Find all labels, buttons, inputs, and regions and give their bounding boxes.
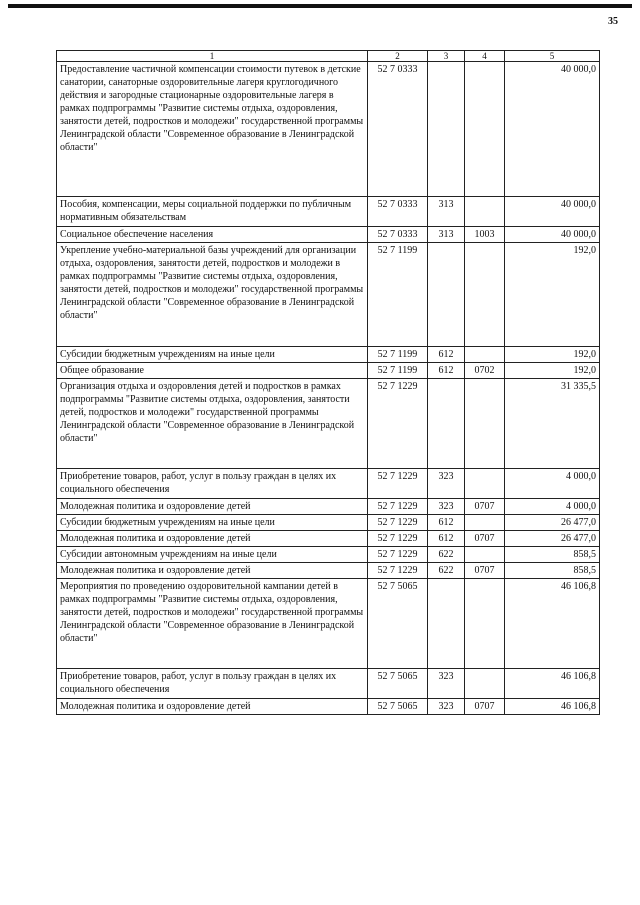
expense-type-code (428, 379, 465, 469)
section-code (465, 197, 505, 227)
budget-table (56, 50, 600, 715)
amount: 192,0 (505, 363, 600, 379)
target-article-code: 52 7 0333 (368, 197, 428, 227)
table-header-row (57, 51, 600, 62)
row-description: Укрепление учебно-материальной базы учреждений для организации отдыха, оздоровления, занятости детей, подростков и молодежи в рамках подпрограммы "Развитие системы отдыха, оздоровления, занятости детей, подростков и молодежи" государственной программы Ленинградской области "Современное образование в Ленинградской области" (57, 243, 368, 347)
section-code (465, 379, 505, 469)
expense-type-code: 313 (428, 227, 465, 243)
amount: 31 335,5 (505, 379, 600, 469)
table-row (57, 547, 600, 563)
target-article-code: 52 7 1199 (368, 243, 428, 347)
table-row (57, 227, 600, 243)
section-code (465, 243, 505, 347)
table-row (57, 379, 600, 469)
expense-type-code: 323 (428, 699, 465, 715)
row-description: Молодежная политика и оздоровление детей (57, 499, 368, 515)
amount: 46 106,8 (505, 699, 600, 715)
row-description: Молодежная политика и оздоровление детей (57, 531, 368, 547)
table-row (57, 197, 600, 227)
table-row (57, 515, 600, 531)
expense-type-code: 622 (428, 547, 465, 563)
row-description: Субсидии автономным учреждениям на иные цели (57, 547, 368, 563)
amount: 192,0 (505, 243, 600, 347)
expense-type-code: 612 (428, 363, 465, 379)
table-row (57, 531, 600, 547)
column-header: 2 (368, 51, 428, 62)
row-description: Молодежная политика и оздоровление детей (57, 699, 368, 715)
section-code: 0707 (465, 531, 505, 547)
section-code (465, 62, 505, 197)
section-code: 0707 (465, 699, 505, 715)
expense-type-code (428, 62, 465, 197)
amount: 4 000,0 (505, 469, 600, 499)
amount: 192,0 (505, 347, 600, 363)
amount: 40 000,0 (505, 197, 600, 227)
column-header: 4 (465, 51, 505, 62)
target-article-code: 52 7 0333 (368, 62, 428, 197)
target-article-code: 52 7 1199 (368, 363, 428, 379)
amount: 40 000,0 (505, 227, 600, 243)
table-row (57, 579, 600, 669)
expense-type-code: 323 (428, 469, 465, 499)
target-article-code: 52 7 5065 (368, 669, 428, 699)
expense-type-code: 323 (428, 499, 465, 515)
row-description: Приобретение товаров, работ, услуг в пользу граждан в целях их социального обеспечения (57, 669, 368, 699)
table-row (57, 669, 600, 699)
row-description: Молодежная политика и оздоровление детей (57, 563, 368, 579)
expense-type-code: 612 (428, 531, 465, 547)
section-code: 1003 (465, 227, 505, 243)
section-code: 0707 (465, 499, 505, 515)
target-article-code: 52 7 1229 (368, 379, 428, 469)
section-code (465, 547, 505, 563)
row-description: Мероприятия по проведению оздоровительной кампании детей в рамках подпрограммы "Развитие системы отдыха, оздоровления, занятости детей, подростков и молодежи" государственной программы Ленинградской области "Современное образование в Ленинградской области" (57, 579, 368, 669)
target-article-code: 52 7 1229 (368, 469, 428, 499)
target-article-code: 52 7 0333 (368, 227, 428, 243)
expense-type-code (428, 579, 465, 669)
row-description: Социальное обеспечение населения (57, 227, 368, 243)
amount: 26 477,0 (505, 515, 600, 531)
section-code (465, 347, 505, 363)
column-header: 3 (428, 51, 465, 62)
expense-type-code: 323 (428, 669, 465, 699)
target-article-code: 52 7 1229 (368, 499, 428, 515)
amount: 858,5 (505, 563, 600, 579)
amount: 46 106,8 (505, 579, 600, 669)
row-description: Общее образование (57, 363, 368, 379)
target-article-code: 52 7 5065 (368, 579, 428, 669)
expense-type-code: 612 (428, 515, 465, 531)
target-article-code: 52 7 1199 (368, 347, 428, 363)
expense-type-code: 313 (428, 197, 465, 227)
target-article-code: 52 7 1229 (368, 563, 428, 579)
amount: 40 000,0 (505, 62, 600, 197)
top-rule (8, 4, 632, 8)
section-code (465, 669, 505, 699)
page-number: 35 (608, 16, 618, 27)
table-row (57, 499, 600, 515)
table-row (57, 699, 600, 715)
table-row (57, 469, 600, 499)
section-code: 0707 (465, 563, 505, 579)
table-row (57, 363, 600, 379)
amount: 46 106,8 (505, 669, 600, 699)
target-article-code: 52 7 1229 (368, 515, 428, 531)
column-header: 5 (505, 51, 600, 62)
expense-type-code: 612 (428, 347, 465, 363)
section-code (465, 579, 505, 669)
amount: 4 000,0 (505, 499, 600, 515)
expense-type-code: 622 (428, 563, 465, 579)
row-description: Субсидии бюджетным учреждениям на иные цели (57, 515, 368, 531)
row-description: Приобретение товаров, работ, услуг в пользу граждан в целях их социального обеспечения (57, 469, 368, 499)
table-row (57, 62, 600, 197)
table-row (57, 243, 600, 347)
section-code (465, 469, 505, 499)
target-article-code: 52 7 1229 (368, 547, 428, 563)
section-code (465, 515, 505, 531)
table-row (57, 347, 600, 363)
expense-type-code (428, 243, 465, 347)
section-code: 0702 (465, 363, 505, 379)
target-article-code: 52 7 5065 (368, 699, 428, 715)
table-row (57, 563, 600, 579)
amount: 858,5 (505, 547, 600, 563)
row-description: Субсидии бюджетным учреждениям на иные цели (57, 347, 368, 363)
row-description: Пособия, компенсации, меры социальной поддержки по публичным нормативным обязательствам (57, 197, 368, 227)
column-header: 1 (57, 51, 368, 62)
row-description: Организация отдыха и оздоровления детей и подростков в рамках подпрограммы "Развитие системы отдыха, оздоровления, занятости детей, подростков и молодежи" государственной программы Ленинградской области "Современное образование в Ленинградской области" (57, 379, 368, 469)
amount: 26 477,0 (505, 531, 600, 547)
target-article-code: 52 7 1229 (368, 531, 428, 547)
row-description: Предоставление частичной компенсации стоимости путевок в детские санатории, санаторные оздоровительные лагеря круглогодичного действия и загородные стационарные оздоровительные лагеря в рамках подпрограммы "Развитие системы отдыха, оздоровления, занятости детей, подростков и молодежи" государственной программы Ленинградской области "Современное образование в Ленинградской области" (57, 62, 368, 197)
